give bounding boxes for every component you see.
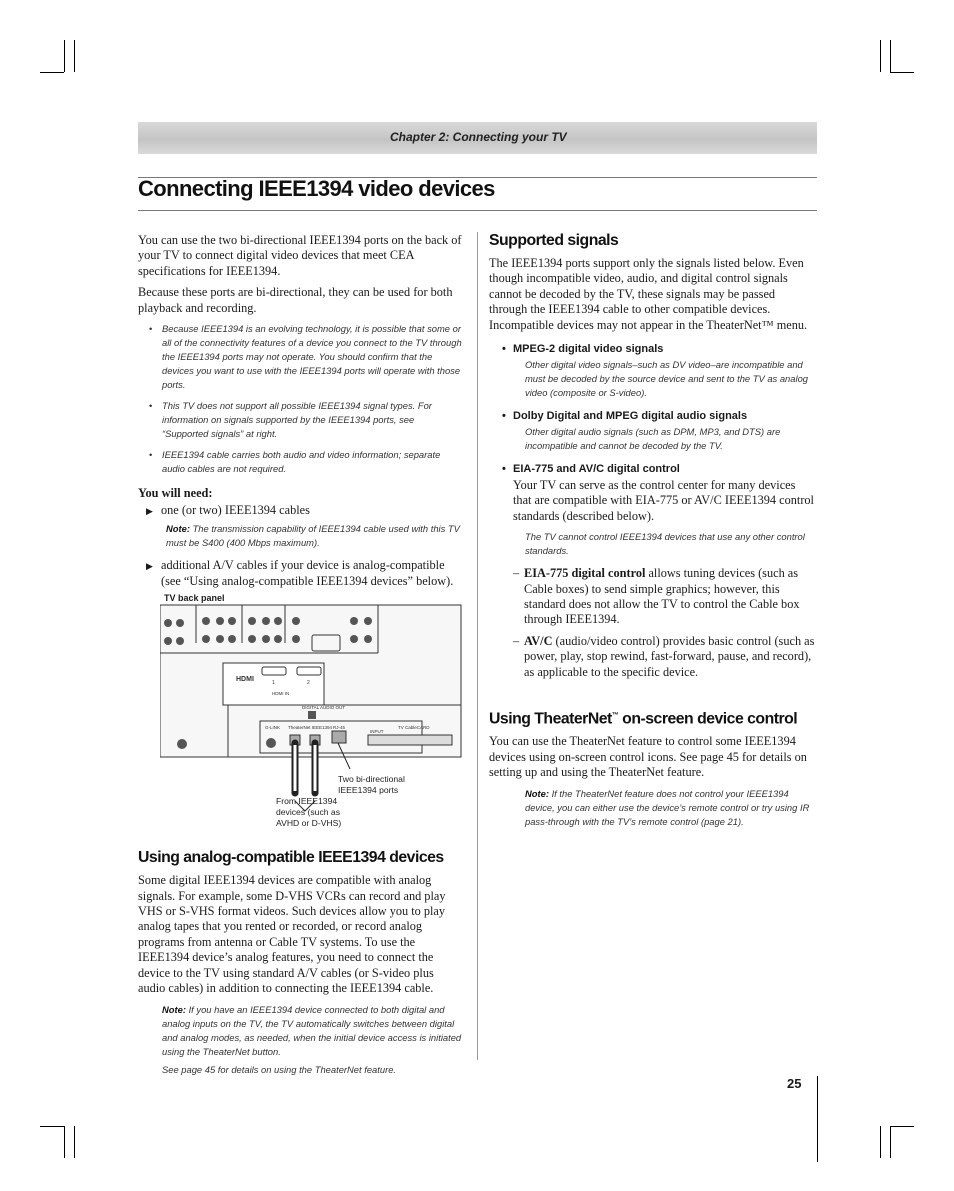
figure-label: TV back panel: [164, 593, 225, 604]
hdmi-in-label: HDMI IN: [272, 691, 290, 697]
cablecard-label: TV CableCARD: [398, 725, 430, 731]
intro-paragraph-2: Because these ports are bi-directional, they can be used for both playback and recording.: [138, 285, 453, 315]
cable-note: [166, 522, 463, 550]
hdmi-port-1-label: 1: [272, 680, 275, 687]
theaternet-paragraph: You can use the TheaterNet feature to control some IEEE1394 devices using on-screen control icons. See page 45 for details on setting up and using the TheaterNet feature.: [489, 734, 807, 780]
dash-text: allows tuning devices (such as Cable boxes) to send simple graphics; however, this standard does not allow the TV to control the Cable box through IEEE1394.: [524, 566, 800, 627]
dash-text: (audio/video control) provides basic control (such as power, play, stop rewind, fast-forward, pause, and record), as applicable to the specific device.: [524, 633, 815, 679]
page-edge-line: [817, 1076, 818, 1162]
left-column: [138, 233, 463, 1085]
page-number: 25: [787, 1076, 802, 1091]
note-label: Note:: [525, 787, 549, 799]
analog-paragraph: Some digital IEEE1394 devices are compatible with analog signals. For example, some D-VHS VCRs can record and play VHS or S-VHS format videos. Such devices allow you to play analog tapes that you rented or recorded, or record analog programs from antenna or Cable TV systems. To use the IEEE1394 device’s analog features, you need to connect the device to the TV using standard A/V cables (or S-video plus audio cables) in addition to connecting the IEEE1394 cable.: [138, 873, 446, 996]
chapter-header: [138, 122, 817, 154]
note-label: Note:: [162, 1003, 186, 1015]
note-item: • Because IEEE1394 is an evolving technology, it is possible that some or all of the connectivity features of a device you connect to the TV through the IEEE1394 ports may not operate. You should confirm that the devices you want to use with the IEEE1394 ports will operate with those ports.: [138, 322, 463, 392]
dolby-note: Other digital audio signals (such as DPM, MP3, and DTS) are incompatible and cannot be decoded by the TV.: [525, 426, 781, 452]
crop-mark: [890, 1126, 914, 1127]
note-text: If you have an IEEE1394 device connected to both digital and analog inputs on the TV, the TV automatically switches between digital and analog modes, as needed, when the initial device access is initiated using the TheaterNet button.: [162, 1003, 462, 1057]
crop-mark: [64, 1126, 65, 1158]
digital-audio-label: DIGITAL AUDIO OUT: [302, 705, 346, 711]
note-item: • IEEE1394 cable carries both audio and video information; separate audio cables are not required.: [138, 448, 463, 476]
triangle-bullet-icon: ▶: [146, 506, 153, 517]
notes-list: [138, 322, 463, 476]
analog-see-note: See page 45 for details on using the TheaterNet feature.: [162, 1063, 397, 1075]
signals-paragraph: The IEEE1394 ports support only the signals listed below. Even though incompatible video, audio, and digital control signals cannot be decoded by the TV, these signals may be passed through the IEEE1394 cable to other compatible devices. Incompatible devices may not appear in the TheaterNet™ menu.: [489, 256, 808, 332]
rj45-label: RJ-45: [333, 725, 346, 731]
devices-callout: From IEEE1394 devices (such as AVHD or D-VHS): [276, 796, 342, 829]
eia775-note: The TV cannot control IEEE1394 devices that use any other control standards.: [525, 531, 805, 557]
crop-mark: [74, 1126, 75, 1158]
mpeg2-note: Other digital video signals–such as DV video–are incompatible and must be decoded by the source device and sent to the TV as analog video (composite or S-video).: [525, 359, 808, 399]
crop-mark: [64, 40, 65, 72]
crop-mark: [40, 72, 64, 73]
need-item-av-cables: [138, 558, 463, 589]
dash-term: AV/C: [524, 633, 553, 648]
supported-signals-heading: Supported signals: [489, 232, 619, 249]
chapter-title: Chapter 2: Connecting your TV: [390, 130, 567, 144]
eia775-paragraph: Your TV can serve as the control center for many devices that are compatible with EIA-775 or AV/C IEEE1394 control standards (described below).: [513, 478, 814, 523]
triangle-bullet-icon: ▶: [146, 561, 153, 572]
input-label: INPUT: [370, 729, 384, 735]
eia775-bullet: • EIA-775 and AV/C digital control: [489, 463, 815, 475]
title-rule-bottom: [138, 210, 817, 211]
glink-label: G-LINK: [265, 725, 281, 731]
right-column: [489, 231, 815, 837]
column-divider: [477, 232, 478, 1060]
crop-mark: [890, 72, 914, 73]
eia775-dash-item: – EIA-775 digital control allows tuning devices (such as Cable boxes) to send simple graphics; however, this standard does not allow the TV to control the Cable box through IEEE1394.: [513, 566, 800, 627]
dolby-bullet: • Dolby Digital and MPEG digital audio signals: [489, 410, 815, 422]
hdmi-logo-text: HDMI: [236, 676, 254, 684]
note-label: Note:: [166, 523, 190, 535]
crop-mark: [890, 1126, 891, 1158]
theaternet-heading: Using TheaterNet™ on-screen device control: [489, 710, 798, 728]
theaternet-note: [525, 787, 815, 829]
analog-section-heading: Using analog-compatible IEEE1394 devices: [138, 849, 444, 867]
you-will-need-heading: You will need:: [138, 486, 213, 501]
mpeg2-bullet: • MPEG-2 digital video signals: [489, 343, 815, 355]
theaternet-label: TheaterNet IEEE1394: [288, 725, 333, 731]
hdmi-port-2-label: 2: [307, 680, 310, 687]
crop-mark: [880, 1126, 881, 1158]
need-item-text: additional A/V cables if your device is analog-compatible (see “Using analog-compatible IEEE1394 devices” below).: [161, 558, 454, 588]
crop-mark: [880, 40, 881, 72]
avc-dash-item: – AV/C (audio/video control) provides basic control (such as power, play, stop rewind, fast-forward, pause, and record), as applicable to the specific device.: [513, 633, 815, 679]
crop-mark: [74, 40, 75, 72]
need-item-text: one (or two) IEEE1394 cables: [161, 503, 310, 518]
dash-term: EIA-775 digital control: [524, 566, 646, 581]
intro-paragraph: You can use the two bi-directional IEEE1394 ports on the back of your TV to connect digital video devices that meet CEA specifications for IEEE1394.: [138, 233, 462, 278]
note-item: • This TV does not support all possible IEEE1394 signal types. For information on signals supported by the IEEE1394 ports, see “Supported signals” at right.: [138, 399, 463, 441]
ports-callout: Two bi-directional IEEE1394 ports: [338, 774, 405, 796]
crop-mark: [40, 1126, 64, 1127]
page-title: Connecting IEEE1394 video devices: [138, 176, 495, 201]
note-text: If the TheaterNet feature does not control your IEEE1394 device, you can either use the device’s remote control or try using IR pass-through with the TV’s remote control (page 21).: [525, 787, 810, 827]
need-item-cables: [138, 503, 463, 518]
tv-back-panel-figure: [160, 593, 463, 848]
note-text: The transmission capability of IEEE1394 cable used with this TV must be S400 (400 Mbps maximum).: [166, 523, 460, 549]
crop-mark: [890, 40, 891, 72]
analog-note: [162, 1003, 463, 1059]
